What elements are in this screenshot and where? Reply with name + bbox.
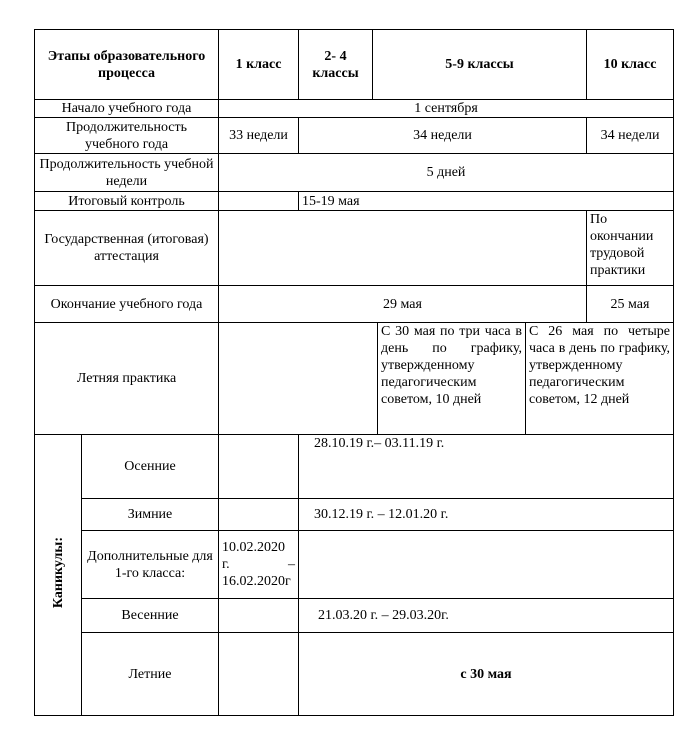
holidays-title-cell [35,435,82,716]
attestation-empty-cell [219,211,587,286]
practice-grade-10-a: С 30 мая по три часа в день по графику, утвержденному педагогическим советом, 10 дней [378,323,526,435]
autumn-label: Осенние [82,435,219,499]
week-value: 5 дней [219,154,674,192]
summer-value: с 30 мая [299,633,674,716]
header-grade-1: 1 класс [219,30,299,100]
practice-empty-cell [219,323,378,435]
spring-value: 21.03.20 г. – 29.03.20г. [299,599,674,633]
duration-grade-1: 33 недели [219,118,299,154]
header-grade-5-9: 5-9 классы [373,30,587,100]
start-value: 1 сентября [219,100,674,118]
autumn-empty-cell [219,435,299,499]
winter-label: Зимние [82,499,219,531]
start-label: Начало учебного года [35,100,219,118]
summer-label: Летние [82,633,219,716]
duration-grade-10: 34 недели [587,118,674,154]
attestation-label: Государственная (итоговая) аттестация [35,211,219,286]
extra-value: 10.02.2020 г. – 16.02.2020г [219,531,299,599]
extra-empty-cell [299,531,674,599]
practice-label: Летняя практика [35,323,219,435]
week-label: Продолжительность учебной недели [35,154,219,192]
header-grade-2-4: 2- 4 классы [299,30,373,100]
extra-label: Дополнительные для 1-го класса: [82,531,219,599]
header-grade-10: 10 класс [587,30,674,100]
header-stages: Этапы образовательного процесса [35,30,219,100]
attestation-value: По окончании трудовой практики [587,211,674,286]
end-grade-10: 25 мая [587,286,674,323]
duration-grade-2-9: 34 недели [299,118,587,154]
holidays-title: Каникулы: [50,536,66,609]
control-value: 15-19 мая [299,192,674,211]
end-value: 29 мая [219,286,587,323]
control-label: Итоговый контроль [35,192,219,211]
duration-label: Продолжительность учебного года [35,118,219,154]
winter-empty-cell [219,499,299,531]
autumn-value: 28.10.19 г.– 03.11.19 г. [299,435,674,499]
practice-grade-10-b: С 26 мая по четыре часа в день по графику, утвержденному педагогическим советом, 12 дней [526,323,674,435]
spring-label: Весенние [82,599,219,633]
control-empty-cell [219,192,299,211]
end-label: Окончание учебного года [35,286,219,323]
summer-empty-cell [219,633,299,716]
winter-value: 30.12.19 г. – 12.01.20 г. [299,499,674,531]
spring-empty-cell [219,599,299,633]
school-calendar-table [34,29,674,716]
